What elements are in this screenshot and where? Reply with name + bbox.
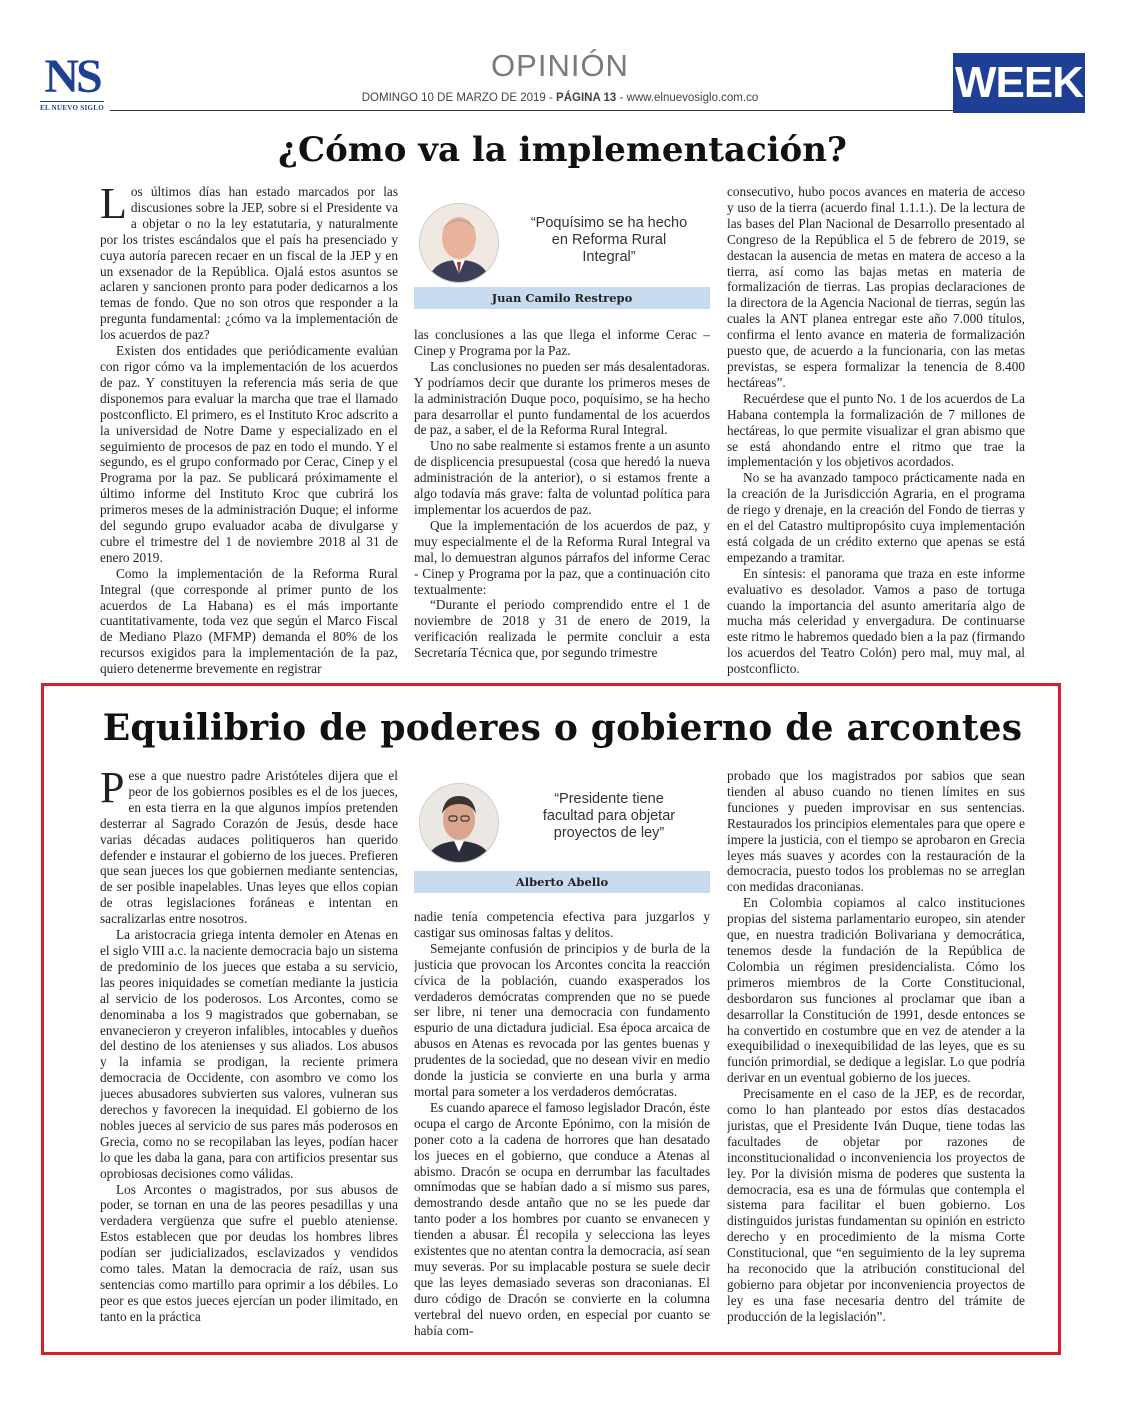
article-paragraph: nadie tenía competencia efectiva para juzgarlos y castigar sus ominosas faltas y delitos. — [414, 909, 710, 940]
section-title: OPINIÓN — [491, 48, 629, 83]
article-paragraph: Es cuando aparece el famoso legislador Dracón, éste ocupa el cargo de Arconte Epónimo, con la misión de poner coto a la cadena de horrores que han desatado los jueces en el gobierno, que conduce a Atenas al abismo. Dracón se ocupa en derrumbar las facultades omnímodas que se habían dado a sí mismo sus pares, demostrando desde antaño que no se les puede dar tanto poder a los hombres por cuanto se envanecen y tienden a abusar. Él recopila y selecciona las leyes existentes que no atentan contra la democracia, así sean muy severas. Por su implacable postura se suele decir que las leyes demasiado severas son draconianas. El duro código de Dracón se convierte en la columna vertebral del nuevo orden, en especial por cuanto se había com- — [414, 1099, 710, 1338]
article-paragraph: “Durante el periodo comprendido entre el 1 de noviembre de 2018 y 31 de enero de 2019, la verificación realizada le permite concluir a esta Secretaría Técnica que, por segundo trimestre — [414, 597, 710, 661]
author-photo — [419, 783, 499, 863]
article-paragraph: Uno no sabe realmente si estamos frente a un asunto de displicencia presupuestal (cosa que heredó la nueva administración de la anterior), o si estamos frente a algo todavía más grave: falta de voluntad política para implementar los acuerdos de paz. — [414, 438, 710, 517]
article2-pullquote — [414, 775, 710, 895]
article-paragraph: Los últimos días han estado marcados por las discusiones sobre la JEP, sobre si el Presidente va a objetar o no la ley estatutaria, y naturalmente por los tristes escándalos que el país ha presenciado y cuya autoría parecen recaer en un fiscal de la JEP y en un exsenador de la República. Ojalá estos asuntos se aclaren y sancionen pronto para poder dedicarnos a los temas de fondo. Que no son otros que responder a la pregunta fundamental: ¿cómo va la implementación de los acuerdos de paz? — [100, 184, 398, 343]
article-paragraph: consecutivo, hubo pocos avances en materia de acceso y uso de la tierra (acuerdo final 1.1.1.). De la lectura de las bases del Plan Nacional de Desarrollo presentado al Congreso de la República el 5 de febrero de 2019, se destacan la ausencia de metas en matera de acceso a la tierra, así como las bajas metas en materia de formalización de tierras. Las propias declaraciones de la directora de la Agencia Nacional de tierras, según las cuales la ANT planea entregar este año 7.000 títulos, confirma el lento avance en materia de formalización puesto que, de acuerdo a la funcionaria, con las metas previstas, se espera formalizar la tenencia de 8.400 hectáreas”. — [727, 184, 1025, 390]
article-paragraph: Precisamente en el caso de la JEP, es de recordar, como lo han planteado por estos días destacados juristas, que el Presidente Iván Duque, tiene todas las facultades de objetar por razones de inconstitucionalidad o inconveniencia los proyectos de ley. Por la división misma de poderes que sustenta la democracia, esa es una de fórmulas que contempla el sistema para facilitar el buen gobierno. Los distinguidos juristas fundamentan su opinión en estricto derecho y en procedimiento de la misma Corte Constitucional, que “en seguimiento de la ley suprema ha reconocido que la atribución constitucional del gobierno para objetar por inconveniencia proyectos de ley es una fase necesaria dentro del trámite de producción de la legislación”. — [727, 1086, 1025, 1324]
author-photo — [419, 203, 499, 283]
article-paragraph: las conclusiones a las que llega el informe Cerac – Cinep y Programa por la Paz. — [414, 327, 710, 358]
article-paragraph: Las conclusiones no pueden ser más desalentadoras. Y podríamos decir que durante los primeros meses de la administración Duque poco, poquísimo, se ha hecho para desarrollar el punto fundamental de los acuerdos de paz, a saber, el de la Reforma Rural Integral. — [414, 358, 710, 438]
article-paragraph: Semejante confusión de principios y de burla de la justicia que provocan los Arcontes concita la reacción cívica de la población, cuando exasperados los verdaderos demócratas comprenden que no se puede ser libre, ni tener una democracia con fundamento espurio de una dictadura judicial. Esa época arcaica de abusos en Atenas es revocada por las gentes buenas y prudentes de la sociedad, que no desean vivir en medio donde la justicia se convierte en una burla y arma mortal para someter a los verdaderos demócratas. — [414, 940, 710, 1099]
newspaper-logo: NS EL NUEVO SIGLO — [40, 50, 104, 112]
page-number: PÁGINA 13 — [556, 92, 617, 104]
article-paragraph: Como la implementación de la Reforma Rural Integral (que corresponde al primer punto de los acuerdos de La Habana) es el más importante cuantitativamente, toda vez que según el Marco Fiscal de Mediano Plazo (MFMP) demanda el 80% de los recursos exigidos para la implementación de la paz, quiero detenerme brevemente en registrar — [100, 565, 398, 677]
date: DOMINGO 10 DE MARZO DE 2019 — [361, 92, 546, 104]
author-portrait-icon — [420, 784, 498, 862]
article-paragraph: Existen dos entidades que periódicamente evalúan con rigor cómo va la implementación de los acuerdos de paz. Y constituyen la referencia más seria de que disponemos para evaluar la marcha que trae el llamado postconflicto. El primero, es el Instituto Kroc adscrito a la universidad de Notre Dame y especializado en el seguimiento de procesos de paz en todo el mundo. Y el segundo, es el grupo conformado por Cerac, Cinep y el Programa por la paz. Se publicará próximamente el último informe del Instituto Kroc que cubrirá los primeros meses de la administración Duque; el informe del segundo grupo evaluador acaba de divulgarse y cubre el trimestre del 1 de noviembre 2018 al 31 de enero 2019. — [100, 343, 398, 565]
article-paragraph: La aristocracia griega intenta demoler en Atenas en el siglo VIII a.c. la naciente democracia bajo un sistema de predominio de los jueces que estaba a su servicio, las peores iniquidades se cometían mediante la justicia al servicio de los poderosos. Los Arcontes, como se denominaba a los 9 magistrados que gobernaban, se envanecieron y creyeron infalibles, intocables y dueños del destino de los atenienses y sus aliados. Los abusos y la infamia se prodigan, la reciente primera democracia de Occidente, con asombro ve como los jueces abusadores subvierten sus valores, vulneran sus derechos y favorecen la inequidad. El gobierno de los nobles jueces al servicio de sus pares más poderosos en Grecia, como no se recopilaban las leyes, podían hacer lo que les daba la gana, para con artificios presentar sus oprobiosas decisiones como válidas. — [100, 927, 398, 1181]
article-paragraph: Que la implementación de los acuerdos de paz, y muy especialmente el de la Reforma Rural Integral va mal, lo demuestran algunos párrafos del informe Cerac - Cinep y Programa por la paz, que a continuación cito textualmente: — [414, 517, 710, 597]
article-paragraph: Recuérdese que el punto No. 1 de los acuerdos de La Habana contempla la formalización de 7 millones de hectáreas, lo que permite visualizar el gran abismo que se está ahondando entre el ritmo que trae la implementación y los objetivos acordados. — [727, 390, 1025, 470]
article2-col1 — [100, 768, 398, 1344]
article-paragraph: En síntesis: el panorama que traza en este informe evaluativo es desolador. Vamos a paso de tortuga cuando la importancia del asunto ameritaría algo de mucha más celeridad y envergadura. De continuarse este ritmo le habremos quedado bien a la paz (firmando los acuerdos del Teatro Colón) pero mal, muy mal, al postconflicto. — [727, 565, 1025, 677]
article2-col2 — [414, 909, 710, 1345]
article-paragraph: probado que los magistrados por sabios que sean tienden al abuso cuando no tienen límites en sus funciones y pueden improvisar en sus sentencias. Restaurados los principios elementales para que opere e impere la justicia, con el tiempo se aprobaron en Grecia leyes más suaves y acordes con la restauración de la democracia, puesto todos los problemas no se arreglan con medidas draconianas. — [727, 768, 1025, 895]
article1-pullquote — [414, 193, 710, 313]
dropcap: L — [100, 184, 127, 228]
author-byline: Alberto Abello — [414, 871, 710, 893]
article2-headline: Equilibrio de poderes o gobierno de arcontes — [102, 707, 1023, 749]
article2-col3 — [727, 768, 1025, 1345]
website: - www.elnuevosiglo.com.co — [616, 92, 759, 104]
article-paragraph: En Colombia copiamos al calco instituciones propias del sistema parlamentario europeo, sin atender que, en nuestra tradición Bolivariana y democrática, tenemos desde la fundación de la República de Colombia un régimen presidencialista. Cómo los primeros miembros de la Corte Constitucional, desbordaron sus funciones al proclamar que iban a desarrollar la Constitución de 1991, desde entonces se ha convertido en costumbre que en vez de atender a la exequibilidad o inexequibilidad de las leyes, que es su función primordial, se dedique a legislar. Lo que podría derivar en un eventual gobierno de los jueces. — [727, 895, 1025, 1086]
article-paragraph: Pese a que nuestro padre Aristóteles dijera que el peor de los gobiernos posibles es el de los jueces, en esta tierra en la que algunos impíos pretenden desterrar al Sagrado Corazón de Jesús, desde hace varias décadas audaces politiqueros han querido defender e instaurar el gobierno de los jueces. Prefieren que sean jueces los que gobiernen mediante sentencias, de ser posible inapelables. Unas leyes que ellos copian de otras legislaciones foráneas e intentan en sacralizarlas entre nosotros. — [100, 768, 398, 927]
pullquote-text: “Presidente tiene facultad para objetar proyectos de ley” — [542, 791, 676, 841]
week-logo: WEEK — [953, 53, 1085, 113]
dateline: DOMINGO 10 DE MARZO DE 2019 - PÁGINA 13 - www.elnuevosiglo.com.co — [361, 92, 759, 104]
header-rule — [110, 110, 955, 111]
article-paragraph: Los Arcontes o magistrados, por sus abusos de poder, se tornan en una de las peores pesadillas y una verdadera vergüenza que sufre el pueblo ateniense. Estos establecen que por deudas los hombres libres podían ser judicializados, esclavizados y vendidos como tales. Matan la democracia de raíz, usan sus sentencias como martillo para oprimir a los débiles. Lo peor es que estos jueces ejercían un poder ilimitado, en tanto en la práctica — [100, 1181, 398, 1324]
pullquote-text: “Poquísimo se ha hecho en Reforma Rural Integral” — [530, 215, 688, 265]
article1-col2 — [414, 327, 710, 684]
article1-col3 — [727, 184, 1025, 684]
article-paragraph: No se ha avanzado tampoco prácticamente nada en la creación de la Jurisdicción Agraria, en el programa de riego y drenaje, en la creación del Fondo de tierras y en el del Catastro multipropósito cuya implementación está colgada de un crédito externo que apenas se está empezando a tramitar. — [727, 470, 1025, 565]
author-portrait-icon — [420, 204, 498, 282]
author-byline: Juan Camilo Restrepo — [414, 287, 710, 309]
article1-col1 — [100, 184, 398, 684]
dropcap: P — [100, 768, 125, 812]
article1-headline: ¿Cómo va la implementación? — [278, 130, 847, 170]
